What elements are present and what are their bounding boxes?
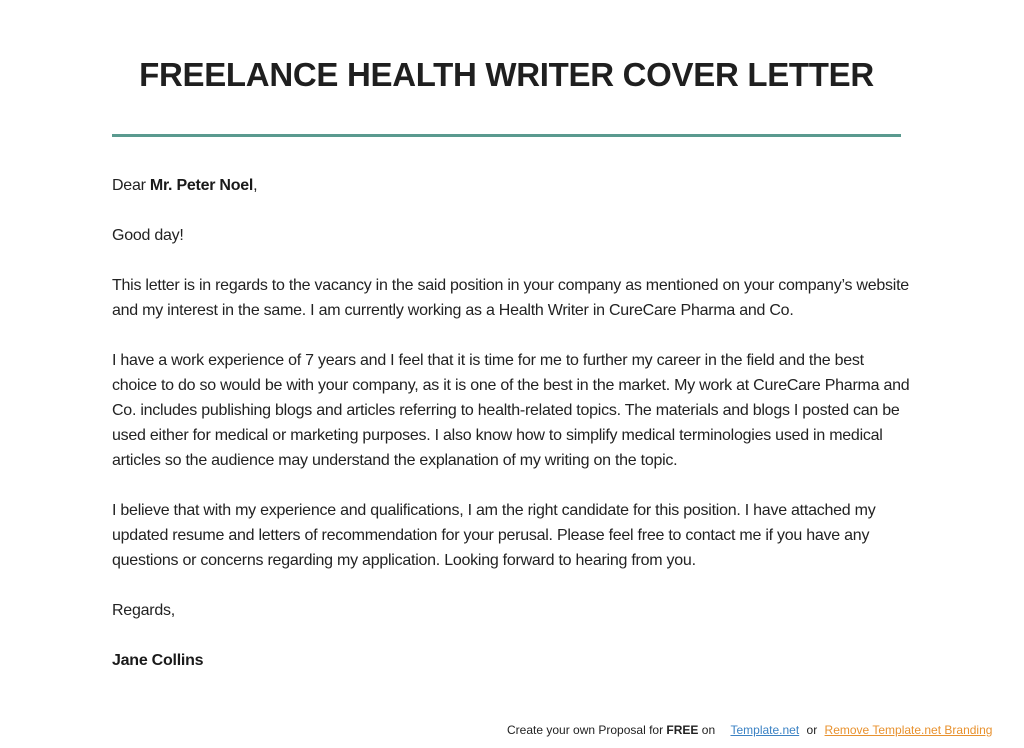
paragraph-closing: I believe that with my experience and qualifications, I am the right candidate for this position. I have attached my updated resume and letters of recommendation for your perusal. Please feel free to contact me if you have any questions or concerns regarding my application. Looking forward to hearing from you. <box>112 502 876 569</box>
title-divider <box>112 134 901 137</box>
branding-footer <box>507 722 992 738</box>
salutation-suffix: , <box>253 177 258 194</box>
paragraph-experience: I have a work experience of 7 years and I feel that it is time for me to further my career in the field and the best choice to do so would be with your company, as it is one of the best in the market. My work at CureCare Pharma and Co. includes publishing blogs and articles referring to health-related topics. The materials and blogs I posted can be used either for medical or marketing purposes. I also know how to simplify medical terminologies used in medical articles so the audience may understand the explanation of my writing on the topic. <box>112 352 910 469</box>
footer-prefix: Create your own Proposal for <box>507 723 667 737</box>
footer-free: FREE <box>666 723 699 737</box>
closing: Regards, <box>112 602 175 619</box>
document-title: FREELANCE HEALTH WRITER COVER LETTER <box>139 56 874 93</box>
signature-name: Jane Collins <box>112 652 204 669</box>
recipient-name: Mr. Peter Noel <box>149 177 254 194</box>
letter-body <box>112 173 912 698</box>
template-net-link[interactable]: Template.net <box>730 723 800 737</box>
paragraph-intro: This letter is in regards to the vacancy in the said position in your company as mentioned on your company’s website and my interest in the same. I am currently working as a Health Writer in CureCare Pharma and Co. <box>112 277 909 319</box>
footer-on: on <box>698 723 716 737</box>
remove-branding-link[interactable]: Remove Template.net Branding <box>824 723 993 737</box>
salutation <box>112 173 912 198</box>
signature <box>112 648 912 673</box>
salutation-prefix: Dear <box>112 177 150 194</box>
greeting: Good day! <box>112 227 184 244</box>
footer-or: or <box>806 723 818 737</box>
